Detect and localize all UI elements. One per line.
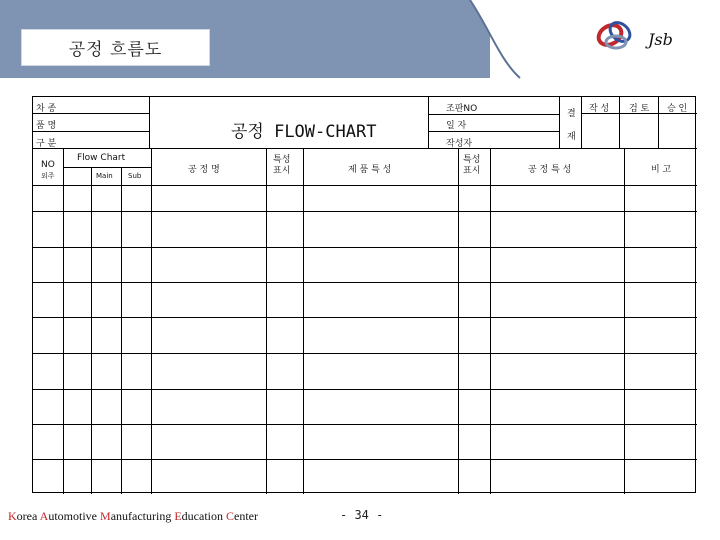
car-type-label: 차 종 bbox=[36, 104, 57, 114]
flow-chart-form bbox=[32, 96, 696, 493]
col-flow-sub-3: Sub bbox=[128, 172, 142, 180]
brand-logo-text: Jsb bbox=[648, 30, 673, 49]
col-flow-sub-2: Main bbox=[96, 172, 113, 180]
form-main-title: 공정 FLOW-CHART bbox=[231, 122, 377, 142]
col-flow-sub-1: 외주 bbox=[41, 172, 55, 180]
col-flow-chart-header: Flow Chart bbox=[77, 153, 126, 163]
date-label: 일 자 bbox=[446, 121, 467, 131]
col-char-mark-1-header: 특성 표시 bbox=[273, 155, 291, 176]
approval-approve-label: 승 인 bbox=[667, 104, 688, 114]
col-product-char-header: 제 품 특 성 bbox=[348, 165, 392, 175]
col-remarks-header: 비 고 bbox=[651, 165, 672, 175]
col-process-name-header: 공 정 명 bbox=[188, 165, 220, 175]
page-number: - 34 - bbox=[340, 508, 384, 522]
col-char-mark-2-header: 특성 표시 bbox=[463, 155, 481, 176]
page-title: 공정 흐름도 bbox=[21, 29, 210, 66]
approval-write-label: 작 성 bbox=[589, 104, 610, 114]
author-label: 작성자 bbox=[446, 139, 473, 149]
product-name-label: 품 명 bbox=[36, 121, 57, 131]
approval-label-1: 결 bbox=[567, 109, 576, 119]
category-label: 구 분 bbox=[36, 139, 57, 149]
approval-label-2: 재 bbox=[567, 132, 576, 142]
col-process-char-header: 공 정 특 성 bbox=[528, 165, 572, 175]
approval-review-label: 검 토 bbox=[629, 104, 650, 114]
company-logo-icon bbox=[592, 10, 642, 60]
footer-organization: Korea Automotive Manufacturing Education Center bbox=[8, 509, 258, 523]
col-no-header: NO bbox=[41, 160, 55, 170]
doc-no-label: 조판NO bbox=[446, 104, 478, 114]
